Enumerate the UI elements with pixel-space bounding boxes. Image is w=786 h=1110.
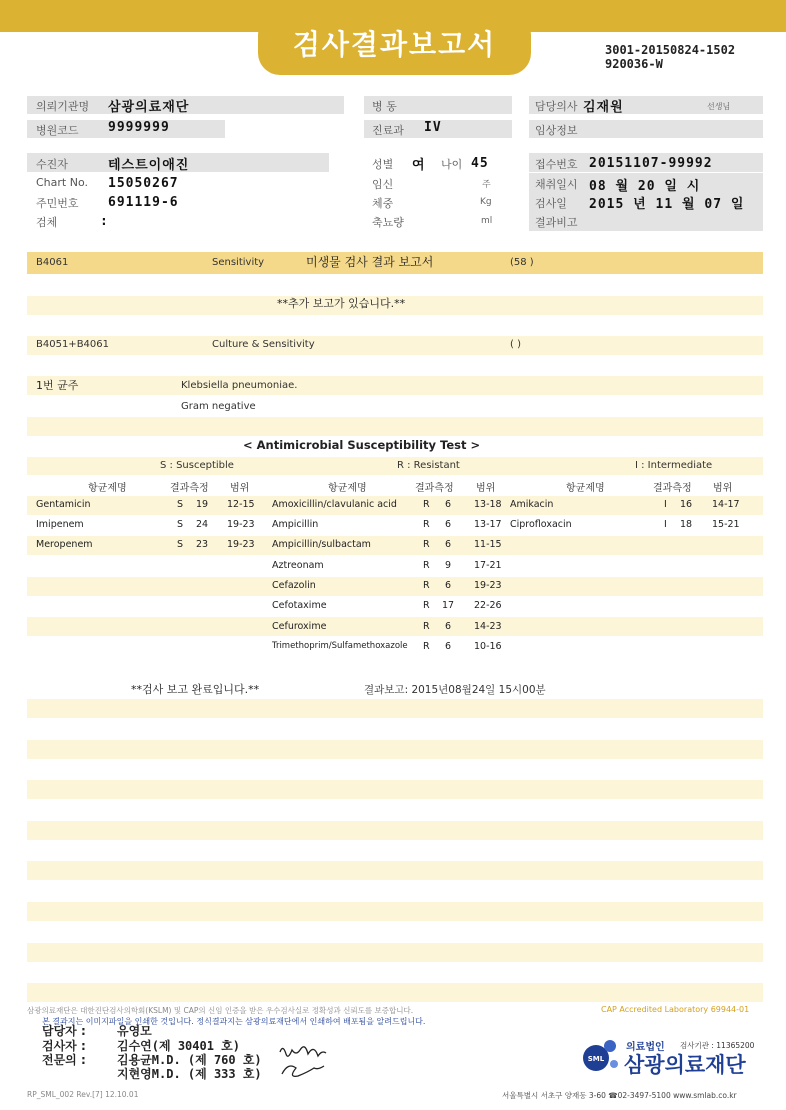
ast-drug: Cefazolin [272, 580, 316, 591]
weight-label: 체중 [372, 197, 394, 210]
col-range-3: 범위 [713, 483, 733, 494]
legend-resistant: R : Resistant [397, 460, 460, 471]
ast-range: 14-23 [474, 621, 502, 632]
hospital-code-label: 병원코드 [36, 124, 79, 137]
col-range-2: 범위 [476, 483, 496, 494]
ward-label: 병 동 [372, 100, 397, 113]
report-num-1: (58 ) [510, 257, 534, 268]
organism: Klebsiella pneumoniae. [181, 380, 298, 391]
col-drug-2: 항균제명 [328, 483, 367, 494]
urine-label: 축뇨량 [372, 216, 404, 229]
ast-range: 17-21 [474, 560, 502, 571]
lab-number: 검사기관 : 11365200 [680, 1041, 755, 1050]
report-title: 미생물 검사 결과 보고서 [306, 255, 434, 269]
ast-drug: Gentamicin [36, 499, 91, 510]
col-result-2: 결과측정 [415, 483, 454, 494]
ast-sir: S [177, 499, 184, 510]
ast-range: 14-17 [712, 499, 740, 510]
accreditation-note: 삼광의료재단은 대한진단검사의학회(KSLM) 및 CAP의 신임 인증을 받은 우수검사실로 정확성과 신뢰도를 보증합니다. [27, 1006, 414, 1015]
ast-value: 6 [445, 641, 452, 652]
receipt-value: 20151107-99992 [589, 156, 713, 171]
ast-range: 13-18 [474, 499, 502, 510]
col-drug-1: 항균제명 [88, 483, 127, 494]
ast-value: 23 [196, 539, 209, 550]
pregnancy-label: 임신 [372, 178, 394, 191]
ast-range: 15-21 [712, 519, 740, 530]
specimen-value: : [100, 214, 109, 229]
institution-value: 삼광의료재단 [108, 100, 190, 115]
ast-drug: Cefotaxime [272, 600, 327, 611]
report-code-1: B4061 [36, 257, 69, 268]
ast-drug: Amoxicillin/clavulanic acid [272, 499, 397, 510]
col-result-3: 결과측정 [653, 483, 692, 494]
ast-drug: Meropenem [36, 539, 93, 550]
receipt-label: 접수번호 [535, 158, 578, 171]
page-title: 검사결과보고서 [292, 28, 497, 61]
result-note-label: 결과비고 [535, 216, 578, 229]
report-time: 결과보고: 2015년08월24일 15시00분 [364, 684, 546, 696]
dept-value: IV [424, 120, 442, 135]
test-date-label: 검사일 [535, 197, 567, 210]
ast-sir: S [177, 539, 184, 550]
manager-value: 유영모 [117, 1024, 152, 1038]
ast-range: 13-17 [474, 519, 502, 530]
print-note: 본 결과지는 이미지파일을 인쇄한 것입니다. 정식결과지는 삼광의료재단에서 인쇄하여 배포됨을 알려드립니다. [42, 1017, 426, 1026]
manager-label: 담당자 : [42, 1024, 86, 1038]
ast-drug: Ampicillin/sulbactam [272, 539, 371, 550]
rrn-value: 691119-6 [108, 195, 179, 210]
ast-sir: R [423, 641, 430, 652]
ast-value: 6 [445, 621, 452, 632]
specimen-label: 검체 [36, 216, 58, 229]
ast-value: 9 [445, 560, 452, 571]
legend-susceptible: S : Susceptible [160, 460, 234, 471]
address: 서울특별시 서초구 양재동 3-60 ☎02-3497-5100 www.smlab.co.kr [502, 1091, 737, 1100]
ast-value: 18 [680, 519, 693, 530]
ast-drug: Imipenem [36, 519, 84, 530]
ast-drug: Ampicillin [272, 519, 319, 530]
report-complete: **검사 보고 완료입니다.** [131, 683, 260, 696]
sex-label: 성별 [372, 158, 394, 171]
specialist-1: 김용균M.D. (제 760 호) [117, 1053, 262, 1067]
ast-value: 6 [445, 539, 452, 550]
patient-value: 테스트이애진 [108, 158, 190, 173]
ast-sir: R [423, 539, 430, 550]
collect-label: 채취일시 [535, 178, 578, 191]
ast-value: 16 [680, 499, 693, 510]
col-drug-3: 항균제명 [566, 483, 605, 494]
ast-sir: R [423, 560, 430, 571]
ast-range: 19-23 [474, 580, 502, 591]
age-label: 나이 [441, 158, 463, 171]
ast-sir: R [423, 580, 430, 591]
isolate-label: 1번 균주 [36, 379, 79, 392]
doc-number: 3001-20150824-1502 920036-W [605, 43, 736, 71]
hospital-code-value: 9999999 [108, 120, 170, 135]
tester-value: 김수연(제 30401 호) [117, 1039, 240, 1053]
ast-drug: Ciprofloxacin [510, 519, 572, 530]
signature-image [272, 1036, 352, 1082]
doctor-value: 김재원 [583, 100, 624, 115]
form-code: RP_SML_002 Rev.[7] 12.10.01 [27, 1090, 139, 1099]
ast-value: 17 [442, 600, 455, 611]
ast-value: 24 [196, 519, 209, 530]
chart-value: 15050267 [108, 176, 179, 191]
ast-value: 19 [196, 499, 209, 510]
ast-drug: Cefuroxime [272, 621, 327, 632]
ast-sir: I [664, 499, 667, 510]
sex-value: 여 [412, 158, 426, 173]
extra-report-note: **추가 보고가 있습니다.** [277, 297, 406, 310]
rrn-label: 주민번호 [36, 197, 79, 210]
dept-label: 진료과 [372, 124, 404, 137]
ast-title: < Antimicrobial Susceptibility Test > [243, 438, 481, 452]
sml-logo-icon [578, 1036, 622, 1080]
ast-value: 6 [445, 580, 452, 591]
institution-label: 의뢰기관명 [36, 100, 90, 113]
report-name-2: Culture & Sensitivity [212, 339, 315, 350]
ast-value: 6 [445, 499, 452, 510]
org-name: 삼광의료재단 [624, 1053, 746, 1077]
urine-unit: ml [481, 216, 493, 226]
tester-label: 검사자 : [42, 1039, 86, 1053]
specialist-label: 전문의 : [42, 1053, 86, 1067]
col-result-1: 결과측정 [170, 483, 209, 494]
pregnancy-unit: 주 [482, 180, 491, 190]
ast-sir: R [423, 621, 430, 632]
doctor-label: 담당의사 [535, 100, 578, 113]
ast-drug: Aztreonam [272, 560, 324, 571]
ast-sir: S [177, 519, 184, 530]
report-name-1: Sensitivity [212, 257, 265, 268]
col-range-1: 범위 [230, 483, 250, 494]
ast-drug: Amikacin [510, 499, 554, 510]
report-num-2: ( ) [510, 339, 521, 350]
ast-sir: I [664, 519, 667, 530]
org-type: 의료법인 [626, 1042, 665, 1053]
ast-range: 12-15 [227, 499, 255, 510]
doctor-suffix: 선생님 [707, 102, 731, 111]
ast-drug: Trimethoprim/Sulfamethoxazole [272, 641, 408, 651]
ast-sir: R [423, 600, 430, 611]
collect-value: 08 월 20 일 시 [589, 179, 701, 194]
report-code-2: B4051+B4061 [36, 339, 109, 350]
ast-sir: R [423, 519, 430, 530]
ast-range: 11-15 [474, 539, 502, 550]
age-value: 45 [471, 156, 489, 171]
specialist-2: 지현영M.D. (제 333 호) [117, 1067, 262, 1081]
weight-unit: Kg [480, 197, 492, 207]
gram-stain: Gram negative [181, 401, 256, 412]
cap-note: CAP Accredited Laboratory 69944-01 [601, 1005, 750, 1014]
ast-range: 22-26 [474, 600, 502, 611]
test-date-value: 2015 년 11 월 07 일 [589, 197, 745, 212]
ast-range: 19-23 [227, 519, 255, 530]
legend-intermediate: I : Intermediate [635, 460, 713, 471]
ast-sir: R [423, 499, 430, 510]
ast-range: 19-23 [227, 539, 255, 550]
chart-label: Chart No. [36, 176, 88, 189]
patient-label: 수진자 [36, 158, 68, 171]
svg-text:SML: SML [587, 1055, 605, 1063]
clinical-label: 임상정보 [535, 124, 578, 137]
ast-value: 6 [445, 519, 452, 530]
ast-range: 10-16 [474, 641, 502, 652]
